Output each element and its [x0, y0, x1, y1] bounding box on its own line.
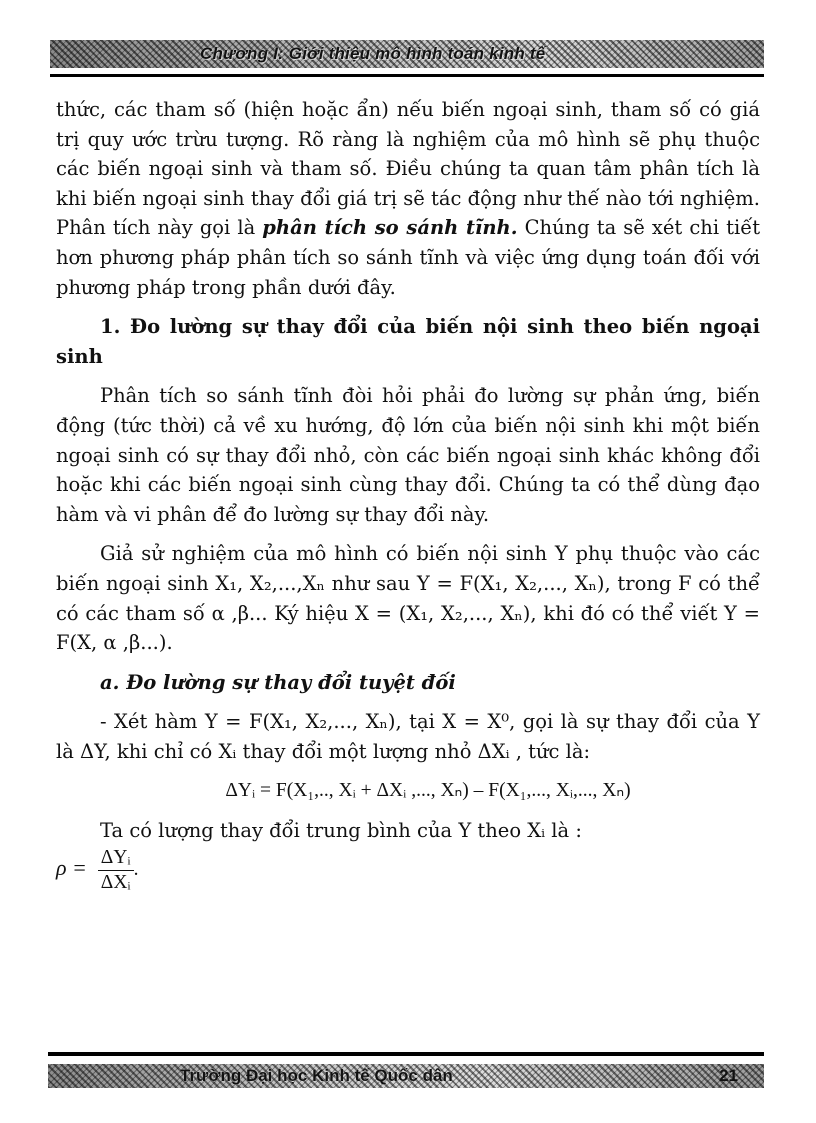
paragraph-assumption: Giả sử nghiệm của mô hình có biến nội sinh Y phụ thuộc vào các biến ngoại sinh X₁, X₂,...,Xₙ như sau Y = F(X₁, X₂,..., Xₙ), trong F có thể có các tham số α ,β... Ký hiệu X = (X₁, X₂,..., Xₙ), khi đó có thể viết Y = F(X, α ,β...).: [56, 542, 761, 655]
paragraph-intro: thức, các tham số (hiện hoặc ẩn) nếu biến ngoại sinh, tham số có giá trị quy ước trừu tượng. Rõ ràng là nghiệm của mô hình sẽ phụ thuộc các biến ngoại sinh và tham số. Điều chúng ta quan tâm phân tích là khi biến ngoại sinh thay đổi giá trị sẽ tác động như thế nào tới nghiệm. Phân tích này gọi là phân tích so sánh tĩnh. Chúng ta sẽ xét chi tiết hơn phương pháp phân tích so sánh tĩnh và việc ứng dụng toán đối với phương pháp trong phần dưới đây.: [56, 98, 761, 299]
delta-y-formula: ΔYᵢ = F(X₁,.., Xᵢ + ΔXᵢ ,..., Xₙ) – F(X₁,..., Xᵢ,..., Xₙ): [225, 780, 631, 802]
running-footer: [48, 1064, 764, 1088]
running-header: [50, 40, 764, 68]
section-heading: 1. Đo lường sự thay đổi của biến nội sinh theo biến ngoại sinh: [56, 315, 760, 368]
subsection-heading: a. Đo lường sự thay đổi tuyệt đối: [100, 670, 456, 694]
page-number: 21: [719, 1066, 738, 1085]
university-name: Trường Đại học Kinh tế Quốc dân: [180, 1066, 453, 1085]
rho-formula: ρ = $\frac{\text{ΔYᵢ}}{\text{ΔXᵢ}}$ .: [56, 846, 139, 893]
term-comparative-statics: phân tích so sánh tĩnh.: [262, 216, 518, 240]
footer-rule: [48, 1052, 764, 1056]
chapter-title: Chương I: Giới thiệu mô hình toán kinh tế: [200, 44, 546, 63]
fraction-numerator: ΔYᵢ: [98, 846, 134, 871]
paragraph-average-change: Ta có lượng thay đổi trung bình của Y theo Xᵢ là :: [100, 819, 582, 843]
fraction-denominator: ΔXᵢ: [100, 871, 131, 893]
header-rule: [50, 74, 764, 77]
rho-lhs: ρ =: [56, 854, 87, 880]
paragraph-definition: - Xét hàm Y = F(X₁, X₂,..., Xₙ), tại X = X⁰, gọi là sự thay đổi của Y là ΔY, khi chỉ có Xᵢ thay đổi một lượng nhỏ ΔXᵢ , tức là:: [56, 710, 760, 763]
fraction: [98, 846, 134, 895]
page-body: [56, 95, 760, 895]
paragraph-measurement: Phân tích so sánh tĩnh đòi hỏi phải đo lường sự phản ứng, biến động (tức thời) cả về xu hướng, độ lớn của biến nội sinh khi một biến ngoại sinh có sự thay đổi nhỏ, còn các biến ngoại sinh khác không đổi hoặc khi các biến ngoại sinh cùng thay đổi. Chúng ta có thể dùng đạo hàm và vi phân để đo lường sự thay đổi này.: [56, 384, 760, 526]
